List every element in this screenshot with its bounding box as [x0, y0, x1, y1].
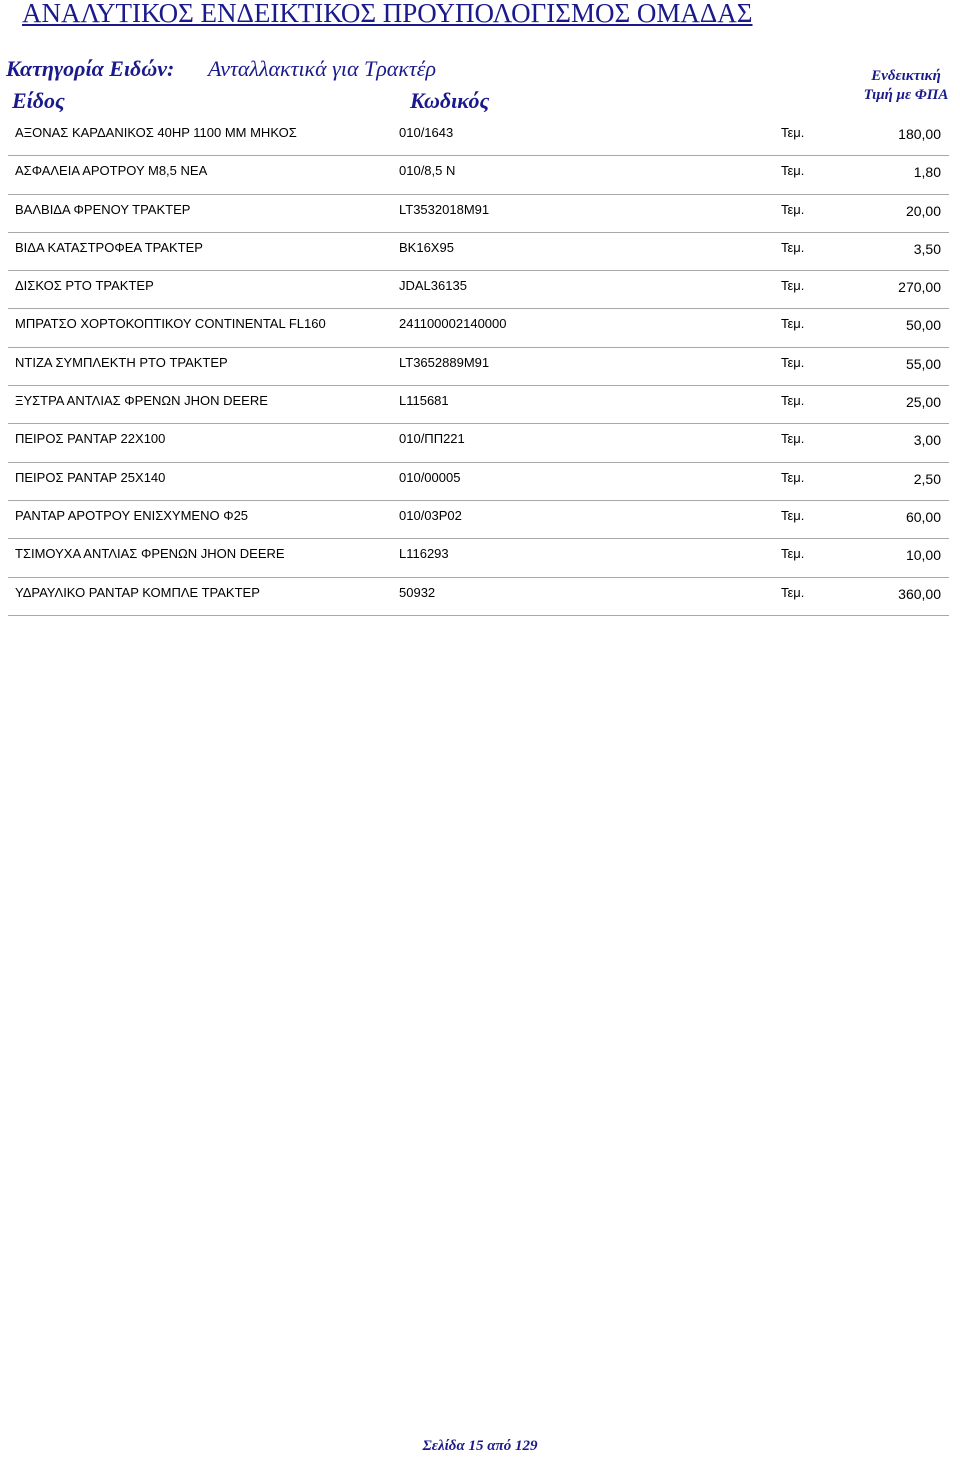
item-price: 3,00	[913, 432, 941, 449]
item-unit: Τεμ.	[781, 163, 805, 179]
item-code: LT3532018M91	[399, 201, 490, 217]
item-code: L116293	[399, 546, 449, 562]
table-row	[8, 156, 949, 194]
column-header-price-line1: Ενδεικτική	[871, 68, 941, 84]
item-code: 50932	[399, 584, 436, 600]
item-name: ΔΙΣΚΟΣ PTO ΤΡΑΚΤΕΡ	[15, 278, 154, 294]
item-code: 010/00005	[399, 469, 461, 485]
item-price: 360,00	[898, 585, 941, 602]
item-unit: Τεμ.	[781, 278, 805, 294]
category-label: Κατηγορία Ειδών:	[6, 56, 175, 81]
item-name: ΑΞΟΝΑΣ ΚΑΡΔΑΝΙΚΟΣ 40HP 1100 MM ΜΗΚΟΣ	[15, 125, 297, 140]
table-row	[8, 271, 949, 309]
item-name: ΑΣΦΑΛΕΙΑ ΑΡΟΤΡΟΥ Μ8,5 ΝΕΑ	[15, 163, 208, 179]
item-price: 50,00	[905, 317, 941, 334]
table-row	[8, 233, 949, 271]
item-price: 20,00	[905, 202, 941, 219]
item-name: ΠΕΙΡΟΣ ΡΑΝΤΑΡ 25Χ140	[15, 469, 166, 485]
item-name: ΜΠΡΑΤΣΟ ΧΟΡΤΟΚΟΠΤΙΚΟΥ CONTINENTAL FL160	[15, 316, 326, 332]
table-row	[8, 578, 949, 616]
table-row	[8, 118, 949, 156]
item-name: ΒΑΛΒΙΔΑ ΦΡΕΝΟΥ ΤΡΑΚΤΕΡ	[15, 201, 191, 217]
item-name: ΒΙΔΑ ΚΑΤΑΣΤΡΟΦΕΑ ΤΡΑΚΤΕΡ	[15, 239, 203, 255]
item-price: 25,00	[905, 394, 941, 411]
item-unit: Τεμ.	[781, 239, 805, 255]
table-row	[8, 348, 949, 386]
item-unit: Τεμ.	[781, 546, 805, 562]
table-row	[8, 195, 949, 233]
table-row	[8, 501, 949, 539]
item-price: 55,00	[905, 355, 941, 372]
item-unit: Τεμ.	[781, 584, 805, 600]
item-unit: Τεμ.	[781, 393, 805, 409]
category-value: Ανταλλακτικά για Τρακτέρ	[208, 56, 437, 81]
item-name: ΞΥΣΤΡΑ ΑΝΤΛΙΑΣ ΦΡΕΝΩΝ JHON DEERE	[15, 393, 268, 409]
item-name: ΤΣΙΜΟΥΧΑ ΑΝΤΛΙΑΣ ΦΡΕΝΩΝ JHON DEERE	[15, 546, 285, 562]
item-name: ΡΑΝΤΑΡ ΑΡΟΤΡΟΥ ΕΝΙΣΧΥΜΕΝΟ Φ25	[15, 507, 249, 523]
page-number: Σελίδα 15 από 129	[422, 1438, 538, 1454]
table-row	[8, 539, 949, 577]
item-name: ΠΕΙΡΟΣ ΡΑΝΤΑΡ 22Χ100	[15, 431, 166, 447]
table-row	[8, 309, 949, 347]
item-name: ΥΔΡΑΥΛΙΚΟ ΡΑΝΤΑΡ ΚΟΜΠΛΕ ΤΡΑΚΤΕΡ	[15, 584, 260, 600]
item-price: 3,50	[913, 240, 941, 257]
item-unit: Τεμ.	[781, 125, 805, 140]
item-code: L115681	[399, 393, 449, 409]
item-price: 10,00	[905, 547, 941, 564]
item-price: 180,00	[898, 126, 941, 142]
item-name: ΝΤΙΖΑ ΣΥΜΠΛΕΚΤΗ PTO ΤΡΑΚΤΕΡ	[15, 354, 228, 370]
table-row	[8, 424, 949, 462]
item-price: 60,00	[905, 508, 941, 525]
item-price: 2,50	[913, 470, 941, 487]
item-unit: Τεμ.	[781, 431, 805, 447]
page-title: ΑΝΑΛΥΤΙΚΟΣ ΕΝΔΕΙΚΤΙΚΟΣ ΠΡΟΥΠΟΛΟΓΙΣΜΟΣ ΟΜΑΔΑΣ	[22, 0, 753, 28]
item-code: ΒΚ16Χ95	[399, 239, 454, 255]
item-unit: Τεμ.	[781, 507, 805, 523]
item-unit: Τεμ.	[781, 201, 805, 217]
item-code: 010/8,5 Ν	[399, 163, 456, 179]
item-price: 270,00	[898, 279, 941, 296]
item-price: 1,80	[913, 164, 941, 181]
item-code: 241100002140000	[399, 316, 507, 332]
item-code: 010/03Ρ02	[399, 507, 462, 523]
item-code: LT3652889M91	[399, 354, 490, 370]
column-header-code: Κωδικός	[410, 88, 490, 113]
table-row	[8, 386, 949, 424]
table-row	[8, 463, 949, 501]
item-code: 010/1643	[399, 125, 454, 140]
item-unit: Τεμ.	[781, 354, 805, 370]
item-code: JDAL36135	[399, 278, 467, 294]
column-header-price-line2: Τιμή με ΦΠΑ	[863, 87, 949, 103]
item-code: 010/ΠΠ221	[399, 431, 465, 447]
items-table	[8, 118, 949, 616]
item-unit: Τεμ.	[781, 316, 805, 332]
column-header-item: Είδος	[12, 88, 65, 113]
item-unit: Τεμ.	[781, 469, 805, 485]
